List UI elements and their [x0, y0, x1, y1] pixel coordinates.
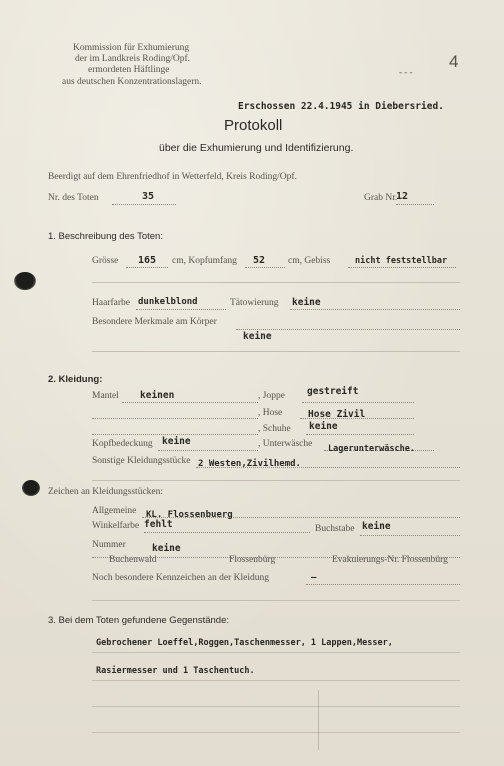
- grab-label: Grab Nr.: [364, 193, 398, 203]
- unterwaesche-label: , Unterwäsche: [258, 439, 313, 449]
- grab-value: 12: [396, 191, 409, 202]
- page-title: Protokoll: [224, 117, 283, 134]
- taetowierung-value: keine: [292, 297, 321, 308]
- section1-heading: 1. Beschreibung des Toten:: [48, 231, 163, 242]
- commission-line: ermordeten Häftlinge: [88, 65, 170, 75]
- merkmale-value: keine: [243, 331, 272, 342]
- col-evakuierung: Evakuierungs-Nr. Flossenbürg: [332, 555, 448, 565]
- winkelfarbe-label: Winkelfarbe: [92, 521, 140, 531]
- kopfumfang-label: cm, Kopfumfang: [172, 256, 237, 266]
- page-number: 4: [449, 52, 459, 71]
- noch-value: —: [311, 573, 317, 583]
- punch-hole-bottom: [22, 480, 40, 496]
- gegenstaende-line-1: Gebrochener Loeffel,Roggen,Taschenmesser, 1 Lappen,Messer,: [96, 638, 393, 648]
- page-subtitle: über die Exhumierung und Identifizierung.: [159, 142, 354, 154]
- commission-line: Kommission für Exhumierung: [73, 43, 190, 53]
- mantel-value: keinen: [140, 390, 175, 401]
- groesse-label: Grösse: [92, 256, 119, 266]
- buchstabe-label: Buchstabe: [315, 524, 355, 534]
- hose-label: , Hose: [258, 408, 283, 418]
- commission-line: aus deutschen Konzentrationslagern.: [62, 77, 202, 87]
- kopfbedeckung-value: keine: [162, 436, 191, 447]
- merkmale-label: Besondere Merkmale am Körper: [92, 317, 217, 327]
- joppe-value: gestreift: [307, 386, 359, 397]
- burial-label: Beerdigt auf dem Ehrenfriedhof in Wetterfeld, Kreis Roding/Opf.: [48, 172, 297, 182]
- taetowierung-label: Tätowierung: [230, 298, 279, 308]
- nr-label: Nr. des Toten: [48, 193, 99, 203]
- nummer-label: Nummer: [92, 540, 126, 550]
- buchstabe-value: keine: [362, 521, 391, 532]
- unterwaesche-value: Lagerunterwäsche.: [328, 444, 415, 454]
- haarfarbe-label: Haarfarbe: [92, 298, 130, 308]
- gebiss-value: nicht feststellbar: [355, 256, 448, 266]
- joppe-label: , Joppe: [258, 391, 285, 401]
- schuhe-label: , Schuhe: [258, 424, 291, 434]
- punch-hole-top: [14, 272, 36, 290]
- mantel-label: Mantel: [92, 391, 119, 401]
- kopfbedeckung-label: Kopfbedeckung: [92, 439, 153, 449]
- nr-value: 35: [142, 191, 155, 202]
- nummer-value: keine: [152, 543, 181, 554]
- kopfumfang-value: 52: [253, 255, 266, 266]
- dash-marks: - - -: [399, 67, 413, 77]
- col-flossenburg: Flossenbürg: [229, 555, 276, 565]
- gegenstaende-line-2: Rasiermesser und 1 Taschentuch.: [96, 666, 255, 676]
- sonstige-value: 2 Westen,Zivilhemd.: [198, 459, 301, 469]
- fold-mark: [318, 690, 319, 750]
- noch-label: Noch besondere Kennzeichen an der Kleidung: [92, 573, 269, 583]
- gebiss-label: cm, Gebiss: [288, 256, 331, 266]
- commission-line: der im Landkreis Roding/Opf.: [75, 54, 191, 64]
- section3-heading: 3. Bei dem Toten gefundene Gegenstände:: [48, 615, 229, 626]
- winkelfarbe-value: fehlt: [144, 519, 173, 530]
- sonstige-label: Sonstige Kleidungsstücke: [92, 456, 191, 466]
- allgemeine-value: KL. Flossenbuerg: [146, 510, 233, 520]
- allgemeine-label: Allgemeine: [92, 506, 137, 516]
- groesse-value: 165: [138, 255, 157, 266]
- zeichen-heading: Zeichen an Kleidungsstücken:: [48, 487, 164, 497]
- col-buchenwald: Buchenwald: [109, 555, 157, 565]
- haarfarbe-value: dunkelblond: [138, 297, 198, 307]
- hose-value: Hose Zivil: [308, 409, 366, 420]
- typed-execution-note: Erschossen 22.4.1945 in Diebersried.: [238, 101, 444, 112]
- section2-heading: 2. Kleidung:: [48, 374, 103, 385]
- schuhe-value: keine: [309, 421, 338, 432]
